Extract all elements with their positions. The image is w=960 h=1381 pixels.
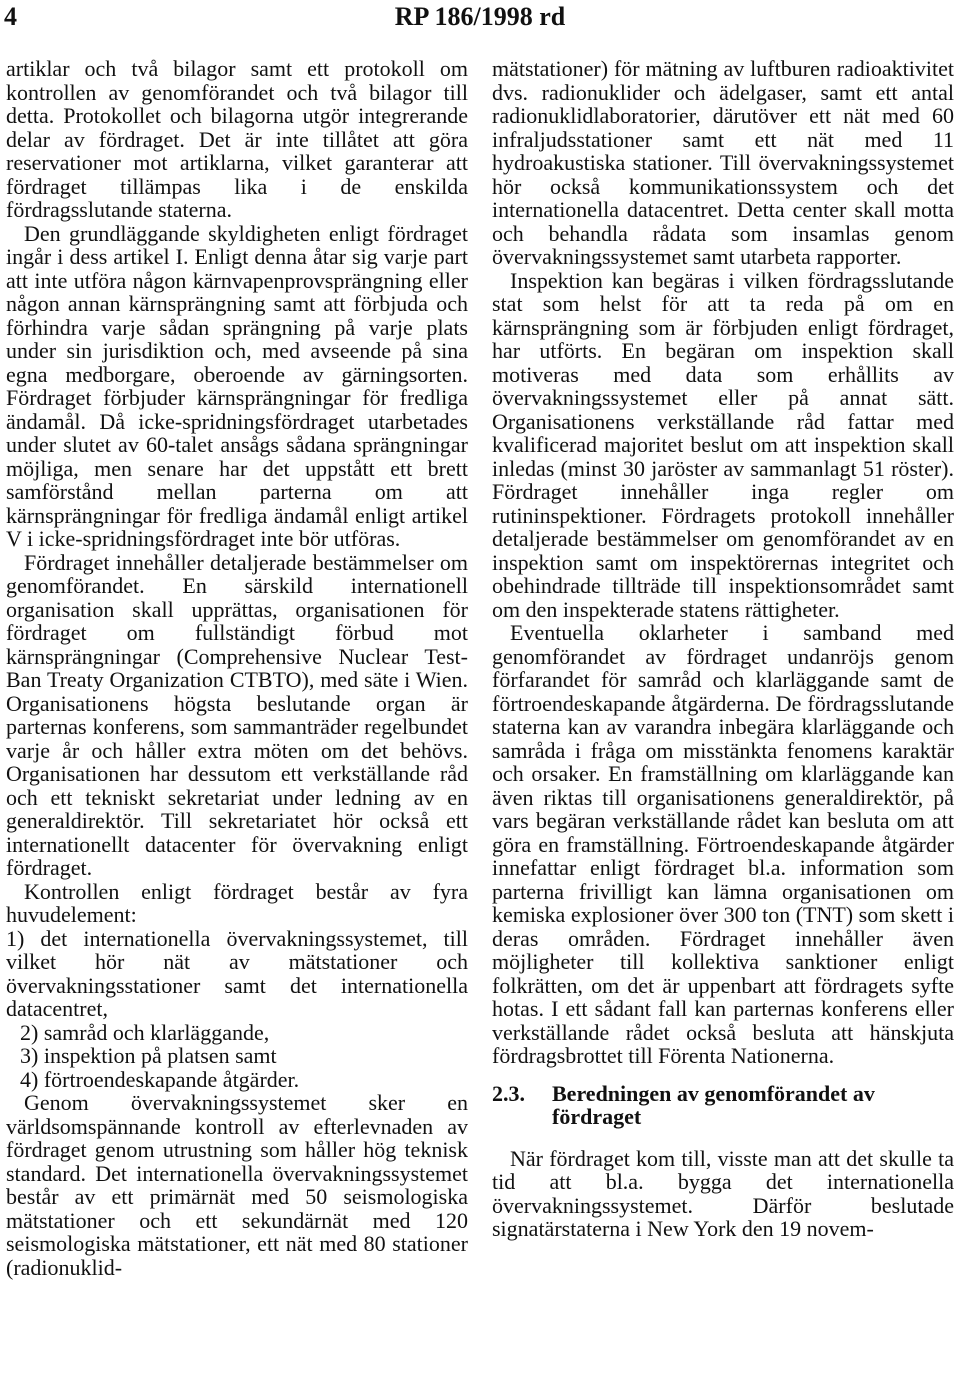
paragraph: Den grundläggande skyldigheten enligt fördraget ingår i dess artikel I. Enligt denna åtar sig varje part att inte utföra någon kärnvapenprovsprängning eller någon annan kärnsprängning samt att förbjuda och förhindra varje sådan sprängning på varje plats under sin jurisdiktion och, med avseende på sina egna medborgare, oberoende av gärningsorten. Fördraget förbjuder kärnsprängningar för fredliga ändamål. Då icke-spridningsfördraget utarbetades under slutet av 60-talet ansågs sådana sprängningar möjliga, men senare har det uppstått ett brett samförstånd mellan parterna om att kärnsprängningar för fredliga ändamål enligt artikel V i icke-spridningsfördraget inte bör utföras. (6, 220, 468, 551)
page-number: 4 (4, 2, 17, 31)
running-head: RP 186/1998 rd (394, 2, 566, 31)
section-heading (492, 1082, 954, 1129)
list-item: 3) inspektion på platsen samt (20, 1043, 277, 1068)
paragraph: Inspektion kan begäras i vilken fördragsslutande stat som helst för att ta reda på om en kärnsprängning som är förbjuden enligt fördraget, har utförts. En begäran om inspektion skall motiveras med data som erhållits av övervakningssystemet eller på annat sätt. Organisationens verkställande råd fattar med kvalificerad majoritet beslut om att inspektion skall inledas (minst 30 jaröster av sammanlagt 51 röster). Fördraget innehåller inga regler om rutininspektioner. Fördragets protokoll innehåller detaljerade bestämmelser om genomförandet av en inspektion samt om inspektörernas integritet och obehindrade tillträde till inspektionsområdet samt om den inspekterade statens rättigheter. (492, 267, 954, 622)
paragraph: Kontrollen enligt fördraget består av fyra huvudelement: (6, 878, 468, 927)
paragraph: artiklar och två bilagor samt ett protokoll om kontrollen av genomförandet och två bilagor till detta. Protokollet och bilagorna utgör integrerande delar av fördraget. Det är inte tillåtet att göra reservationer mot artiklarna, vilket garanterar att fördraget tillämpas lika i de enskilda fördragsslutande staterna. (6, 56, 468, 222)
section-number: 2.3. (492, 1080, 525, 1106)
paragraph: mätstationer) för mätning av luftburen radioaktivitet dvs. radionuklider och ädelgaser, samt ett antal radionuklidlaboratorier, därutöver ett nät med 60 infraljudsstationer samt ett nät med 11 hydroakustiska stationer. Till övervakningssystemet hör också kommunikationssystem och det internationella datacentret. Detta center skall motta och behandla rådata som insamlas genom övervakningssystemet samt utarbeta rapporter. (492, 56, 954, 269)
list-item: 2) samråd och klarläggande, (20, 1019, 270, 1045)
list-item: 1) det internationella övervakningssystemet, till vilket hör nät av mätstationer och övervakningsstationer samt det internationella datacentret, (6, 925, 468, 1021)
paragraph: När fördraget kom till, visste man att det skulle ta tid att bl.a. bygga det internationella övervakningssystemet. Därför beslutade signatärstaterna i New York den 19 novem- (492, 1145, 954, 1241)
paragraph: Genom övervakningssystemet sker en världsomspännande kontroll av efterlevnaden av fördraget genom utrustning som håller hög teknisk standard. Det internationella övervakningssystemet består av ett primärnät med 50 seismologiska mätstationer och ett sekundärnät med 120 seismologiska mätstationer, ett nät med 80 stationer (radionuklid- (6, 1090, 468, 1280)
paragraph: Fördraget innehåller detaljerade bestämmelser om genomförandet. En särskild internationell organisation skall upprättas, organisationen för fördraget om fullständigt förbud mot kärnsprängningar (Comprehensive Nuclear Test-Ban Treaty Organization CTBTO), med säte i Wien. Organisationens högsta beslutande organ är parternas konferens, som sammanträder regelbundet varje år och håller extra möten om det behövs. Organisationen har dessutom ett verkställande råd och ett tekniskt sekretariat under ledning av en generaldirektör. Till sekretariatet hör också ett internationellt datacenter för övervakning enligt fördraget. (6, 549, 468, 880)
paragraph: Eventuella oklarheter i samband med genomförandet av fördraget undanröjs genom förfarandet för samråd och klarläggande samt de förtroendeskapande åtgärderna. De fördragsslutande staterna kan av varandra inbegära klarläggande och samråda i fråga om misstänkta fenomens karaktär och orsaker. En framställning om klarläggande kan även riktas till organisationens generaldirektör, på vars begäran verkställande rådet kan besluta om att göra en framställning. Förtroendeskapande åtgärder innefattar enligt fördraget bl.a. information som parterna frivilligt kan lämna organisationen om kemiska explosioner över 300 ton (TNT) som skett i deras områden. Fördraget innehåller även möjligheter till kollektiva sanktioner enligt folkrätten, om det är uppenbart att fördragets syfte hotas. I ett sådant fall kan parternas konferens eller verkställande rådet också besluta att hänskjuta fördragsbrottet till Förenta Nationerna. (492, 620, 954, 1068)
list-item: 4) förtroendeskapande åtgärder. (20, 1066, 300, 1092)
right-column (492, 57, 954, 1241)
left-column (6, 57, 468, 1279)
section-title: Beredningen av genomförandet av fördraget (552, 1080, 875, 1129)
